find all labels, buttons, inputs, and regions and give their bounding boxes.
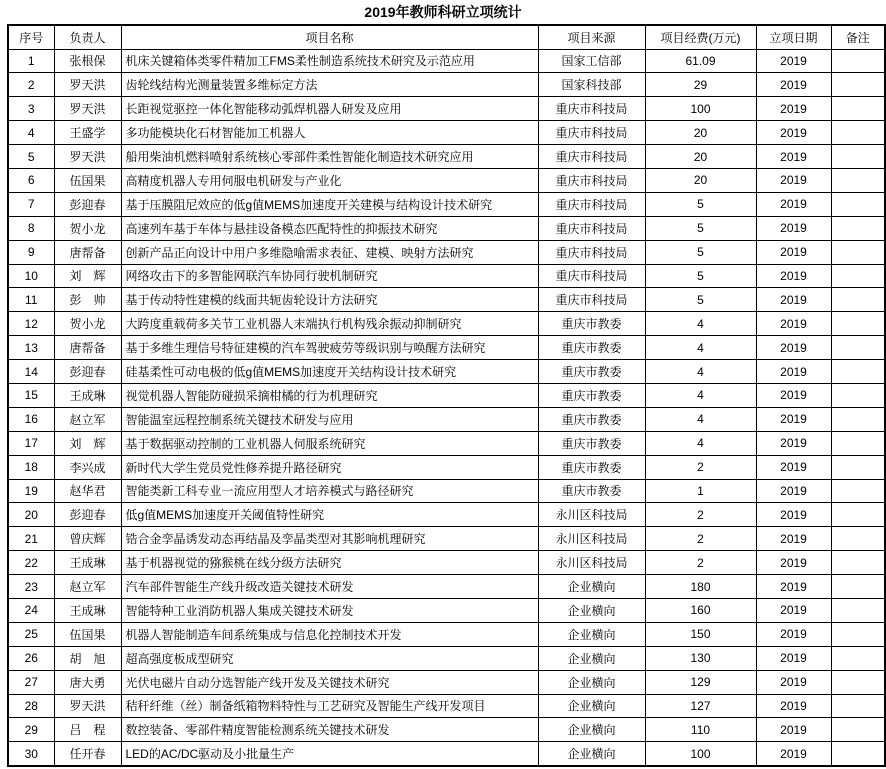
table-row (8, 336, 885, 360)
cell-source: 重庆市教委 (538, 336, 645, 360)
cell-project: 基于压膜阻尼效应的低g值MEMS加速度开关建模与结构设计技术研究 (121, 192, 538, 216)
cell-funding: 20 (645, 168, 756, 192)
cell-project: 超高强度板成型研究 (121, 646, 538, 670)
cell-leader: 彭迎春 (54, 503, 121, 527)
cell-no: 2 (8, 73, 54, 97)
cell-note (831, 575, 885, 599)
cell-leader: 任开春 (54, 742, 121, 766)
cell-project: 数控装备、零部件精度智能检测系统关键技术研发 (121, 718, 538, 742)
cell-funding: 5 (645, 192, 756, 216)
cell-leader: 贺小龙 (54, 216, 121, 240)
cell-funding: 4 (645, 407, 756, 431)
table-row (8, 73, 885, 97)
cell-funding: 160 (645, 598, 756, 622)
cell-no: 16 (8, 407, 54, 431)
table-row (8, 622, 885, 646)
cell-leader: 张根保 (54, 49, 121, 73)
cell-source: 永川区科技局 (538, 503, 645, 527)
table-row (8, 407, 885, 431)
cell-source: 重庆市教委 (538, 455, 645, 479)
cell-date: 2019 (756, 598, 831, 622)
cell-project: 汽车部件智能生产线升级改造关键技术研发 (121, 575, 538, 599)
cell-no: 15 (8, 383, 54, 407)
cell-no: 22 (8, 551, 54, 575)
cell-date: 2019 (756, 336, 831, 360)
cell-leader: 伍国果 (54, 622, 121, 646)
cell-no: 9 (8, 240, 54, 264)
header-cell-funding: 项目经费(万元) (645, 25, 756, 49)
cell-note (831, 97, 885, 121)
table-body (8, 49, 885, 766)
cell-date: 2019 (756, 575, 831, 599)
cell-source: 企业横向 (538, 670, 645, 694)
table-header-row (8, 25, 885, 49)
cell-funding: 100 (645, 97, 756, 121)
cell-leader: 赵华君 (54, 479, 121, 503)
cell-date: 2019 (756, 622, 831, 646)
cell-project: 机器人智能制造车间系统集成与信息化控制技术开发 (121, 622, 538, 646)
cell-funding: 130 (645, 646, 756, 670)
cell-source: 永川区科技局 (538, 551, 645, 575)
cell-leader: 赵立军 (54, 575, 121, 599)
cell-leader: 吕 程 (54, 718, 121, 742)
cell-leader: 王成琳 (54, 551, 121, 575)
table-row (8, 551, 885, 575)
cell-funding: 180 (645, 575, 756, 599)
cell-project: 大跨度重载荷多关节工业机器人末端执行机构残余振动抑制研究 (121, 312, 538, 336)
cell-project: 机床关键箱体类零件精加工FMS柔性制造系统技术研究及示范应用 (121, 49, 538, 73)
cell-date: 2019 (756, 431, 831, 455)
cell-note (831, 431, 885, 455)
header-cell-no: 序号 (8, 25, 54, 49)
cell-source: 重庆市教委 (538, 431, 645, 455)
cell-project: 基于传动特性建模的线面共轭齿轮设计方法研究 (121, 288, 538, 312)
cell-note (831, 503, 885, 527)
cell-source: 重庆市教委 (538, 479, 645, 503)
cell-source: 国家工信部 (538, 49, 645, 73)
cell-leader: 李兴成 (54, 455, 121, 479)
cell-no: 8 (8, 216, 54, 240)
cell-date: 2019 (756, 312, 831, 336)
cell-source: 企业横向 (538, 646, 645, 670)
cell-leader: 王盛学 (54, 121, 121, 145)
cell-source: 重庆市科技局 (538, 145, 645, 169)
cell-project: 低g值MEMS加速度开关阈值特性研究 (121, 503, 538, 527)
table-row (8, 121, 885, 145)
table-row (8, 168, 885, 192)
cell-date: 2019 (756, 479, 831, 503)
cell-funding: 5 (645, 264, 756, 288)
cell-no: 27 (8, 670, 54, 694)
cell-leader: 罗天洪 (54, 694, 121, 718)
cell-funding: 4 (645, 336, 756, 360)
table-row (8, 240, 885, 264)
cell-note (831, 192, 885, 216)
cell-funding: 2 (645, 551, 756, 575)
table-row (8, 455, 885, 479)
cell-no: 26 (8, 646, 54, 670)
cell-leader: 刘 辉 (54, 264, 121, 288)
cell-source: 重庆市教委 (538, 360, 645, 384)
cell-note (831, 479, 885, 503)
cell-project: 基于数据驱动控制的工业机器人伺服系统研究 (121, 431, 538, 455)
cell-note (831, 73, 885, 97)
cell-source: 重庆市教委 (538, 407, 645, 431)
cell-leader: 王成琳 (54, 383, 121, 407)
cell-note (831, 360, 885, 384)
cell-date: 2019 (756, 264, 831, 288)
header-cell-leader: 负责人 (54, 25, 121, 49)
cell-note (831, 383, 885, 407)
cell-source: 重庆市科技局 (538, 288, 645, 312)
table-row (8, 670, 885, 694)
cell-project: 齿轮线结构光测量装置多维标定方法 (121, 73, 538, 97)
cell-project: 光伏电磁片自动分选智能产线开发及关键技术研究 (121, 670, 538, 694)
cell-project: 基于机器视觉的猕猴桃在线分级方法研究 (121, 551, 538, 575)
cell-project: 锆合金孪晶诱发动态再结晶及孪晶类型对其影响机理研究 (121, 527, 538, 551)
cell-no: 3 (8, 97, 54, 121)
cell-leader: 唐大勇 (54, 670, 121, 694)
cell-funding: 100 (645, 742, 756, 766)
cell-project: 智能类新工科专业一流应用型人才培养模式与路径研究 (121, 479, 538, 503)
cell-project: 硅基柔性可动电极的低g值MEMS加速度开关结构设计技术研究 (121, 360, 538, 384)
cell-funding: 2 (645, 527, 756, 551)
cell-funding: 4 (645, 312, 756, 336)
cell-no: 24 (8, 598, 54, 622)
cell-funding: 2 (645, 455, 756, 479)
header-cell-note: 备注 (831, 25, 885, 49)
cell-funding: 1 (645, 479, 756, 503)
cell-funding: 4 (645, 360, 756, 384)
cell-no: 6 (8, 168, 54, 192)
cell-source: 重庆市科技局 (538, 264, 645, 288)
cell-project: 多功能模块化石材智能加工机器人 (121, 121, 538, 145)
cell-note (831, 622, 885, 646)
cell-date: 2019 (756, 503, 831, 527)
cell-note (831, 670, 885, 694)
cell-no: 11 (8, 288, 54, 312)
cell-source: 重庆市科技局 (538, 240, 645, 264)
cell-project: 高精度机器人专用伺服电机研发与产业化 (121, 168, 538, 192)
cell-leader: 彭 帅 (54, 288, 121, 312)
table-row (8, 646, 885, 670)
cell-funding: 20 (645, 121, 756, 145)
cell-project: 新时代大学生党员党性修养提升路径研究 (121, 455, 538, 479)
cell-leader: 彭迎春 (54, 192, 121, 216)
cell-note (831, 288, 885, 312)
cell-note (831, 407, 885, 431)
cell-date: 2019 (756, 49, 831, 73)
cell-no: 10 (8, 264, 54, 288)
cell-date: 2019 (756, 360, 831, 384)
cell-no: 23 (8, 575, 54, 599)
cell-date: 2019 (756, 694, 831, 718)
cell-project: 网络攻击下的多智能网联汽车协同行驶机制研究 (121, 264, 538, 288)
table-row (8, 598, 885, 622)
cell-leader: 罗天洪 (54, 97, 121, 121)
cell-funding: 61.09 (645, 49, 756, 73)
cell-date: 2019 (756, 288, 831, 312)
cell-source: 重庆市科技局 (538, 216, 645, 240)
cell-source: 企业横向 (538, 742, 645, 766)
cell-funding: 5 (645, 240, 756, 264)
cell-note (831, 336, 885, 360)
cell-source: 企业横向 (538, 622, 645, 646)
cell-source: 重庆市科技局 (538, 121, 645, 145)
table-row (8, 431, 885, 455)
cell-note (831, 694, 885, 718)
cell-date: 2019 (756, 97, 831, 121)
cell-date: 2019 (756, 383, 831, 407)
cell-note (831, 145, 885, 169)
cell-date: 2019 (756, 73, 831, 97)
cell-project: 智能温室远程控制系统关键技术研发与应用 (121, 407, 538, 431)
cell-project: 基于多维生理信号特征建模的汽车驾驶疲劳等级识别与唤醒方法研究 (121, 336, 538, 360)
cell-no: 29 (8, 718, 54, 742)
table-row (8, 192, 885, 216)
cell-date: 2019 (756, 216, 831, 240)
header-row (8, 25, 885, 49)
cell-no: 19 (8, 479, 54, 503)
cell-project: 创新产品正向设计中用户多维隐喻需求表征、建模、映射方法研究 (121, 240, 538, 264)
projects-table (7, 24, 886, 767)
table-row (8, 49, 885, 73)
cell-project: 高速列车基于车体与悬挂设备模态匹配特性的抑振技术研究 (121, 216, 538, 240)
cell-source: 企业横向 (538, 694, 645, 718)
cell-note (831, 646, 885, 670)
table-row (8, 264, 885, 288)
cell-no: 20 (8, 503, 54, 527)
cell-date: 2019 (756, 670, 831, 694)
table-row (8, 145, 885, 169)
cell-funding: 4 (645, 383, 756, 407)
cell-funding: 129 (645, 670, 756, 694)
cell-funding: 4 (645, 431, 756, 455)
table-row (8, 288, 885, 312)
cell-source: 重庆市科技局 (538, 97, 645, 121)
cell-date: 2019 (756, 527, 831, 551)
cell-funding: 150 (645, 622, 756, 646)
cell-no: 14 (8, 360, 54, 384)
cell-leader: 罗天洪 (54, 145, 121, 169)
cell-leader: 赵立军 (54, 407, 121, 431)
cell-project: 智能特种工业消防机器人集成关键技术研发 (121, 598, 538, 622)
cell-note (831, 240, 885, 264)
cell-note (831, 718, 885, 742)
cell-leader: 罗天洪 (54, 73, 121, 97)
cell-date: 2019 (756, 455, 831, 479)
cell-no: 5 (8, 145, 54, 169)
cell-no: 4 (8, 121, 54, 145)
cell-date: 2019 (756, 168, 831, 192)
cell-source: 永川区科技局 (538, 527, 645, 551)
cell-note (831, 312, 885, 336)
cell-leader: 伍国果 (54, 168, 121, 192)
cell-date: 2019 (756, 718, 831, 742)
cell-source: 企业横向 (538, 598, 645, 622)
table-row (8, 216, 885, 240)
cell-date: 2019 (756, 742, 831, 766)
table-row (8, 503, 885, 527)
cell-note (831, 264, 885, 288)
table-row (8, 718, 885, 742)
cell-source: 重庆市教委 (538, 312, 645, 336)
table-row (8, 97, 885, 121)
cell-note (831, 598, 885, 622)
cell-note (831, 551, 885, 575)
cell-no: 25 (8, 622, 54, 646)
table-row (8, 479, 885, 503)
table-row (8, 360, 885, 384)
header-cell-project: 项目名称 (121, 25, 538, 49)
cell-project: 船用柴油机燃料喷射系统核心零部件柔性智能化制造技术研究应用 (121, 145, 538, 169)
cell-source: 企业横向 (538, 575, 645, 599)
cell-source: 国家科技部 (538, 73, 645, 97)
cell-no: 18 (8, 455, 54, 479)
cell-date: 2019 (756, 145, 831, 169)
cell-funding: 110 (645, 718, 756, 742)
cell-funding: 20 (645, 145, 756, 169)
cell-leader: 刘 辉 (54, 431, 121, 455)
cell-funding: 5 (645, 216, 756, 240)
cell-leader: 贺小龙 (54, 312, 121, 336)
cell-no: 12 (8, 312, 54, 336)
table-row (8, 383, 885, 407)
cell-note (831, 168, 885, 192)
cell-date: 2019 (756, 551, 831, 575)
cell-leader: 王成琳 (54, 598, 121, 622)
cell-no: 7 (8, 192, 54, 216)
header-cell-source: 项目来源 (538, 25, 645, 49)
table-row (8, 575, 885, 599)
cell-leader: 曾庆辉 (54, 527, 121, 551)
cell-no: 28 (8, 694, 54, 718)
cell-source: 重庆市教委 (538, 383, 645, 407)
cell-date: 2019 (756, 121, 831, 145)
table-row (8, 527, 885, 551)
cell-project: 秸秆纤维（丝）制备纸箱物料特性与工艺研究及智能生产线开发项目 (121, 694, 538, 718)
cell-funding: 29 (645, 73, 756, 97)
cell-no: 17 (8, 431, 54, 455)
cell-note (831, 455, 885, 479)
cell-no: 21 (8, 527, 54, 551)
cell-leader: 唐帮备 (54, 240, 121, 264)
cell-project: 长距视觉驱控一体化智能移动弧焊机器人研发及应用 (121, 97, 538, 121)
cell-funding: 2 (645, 503, 756, 527)
cell-no: 13 (8, 336, 54, 360)
cell-project: LED的AC/DC驱动及小批量生产 (121, 742, 538, 766)
table-row (8, 742, 885, 766)
cell-source: 重庆市科技局 (538, 168, 645, 192)
cell-note (831, 121, 885, 145)
cell-funding: 127 (645, 694, 756, 718)
cell-leader: 胡 旭 (54, 646, 121, 670)
cell-date: 2019 (756, 192, 831, 216)
table-row (8, 694, 885, 718)
page-title: 2019年教师科研立项统计 (364, 4, 522, 20)
cell-source: 重庆市科技局 (538, 192, 645, 216)
cell-leader: 彭迎春 (54, 360, 121, 384)
cell-note (831, 742, 885, 766)
cell-funding: 5 (645, 288, 756, 312)
cell-leader: 唐帮备 (54, 336, 121, 360)
cell-project: 视觉机器人智能防碰损采摘柑橘的行为机理研究 (121, 383, 538, 407)
cell-note (831, 216, 885, 240)
table-row (8, 312, 885, 336)
cell-date: 2019 (756, 240, 831, 264)
cell-note (831, 527, 885, 551)
header-cell-date: 立项日期 (756, 25, 831, 49)
cell-no: 30 (8, 742, 54, 766)
cell-source: 企业横向 (538, 718, 645, 742)
cell-no: 1 (8, 49, 54, 73)
cell-note (831, 49, 885, 73)
cell-date: 2019 (756, 646, 831, 670)
cell-date: 2019 (756, 407, 831, 431)
